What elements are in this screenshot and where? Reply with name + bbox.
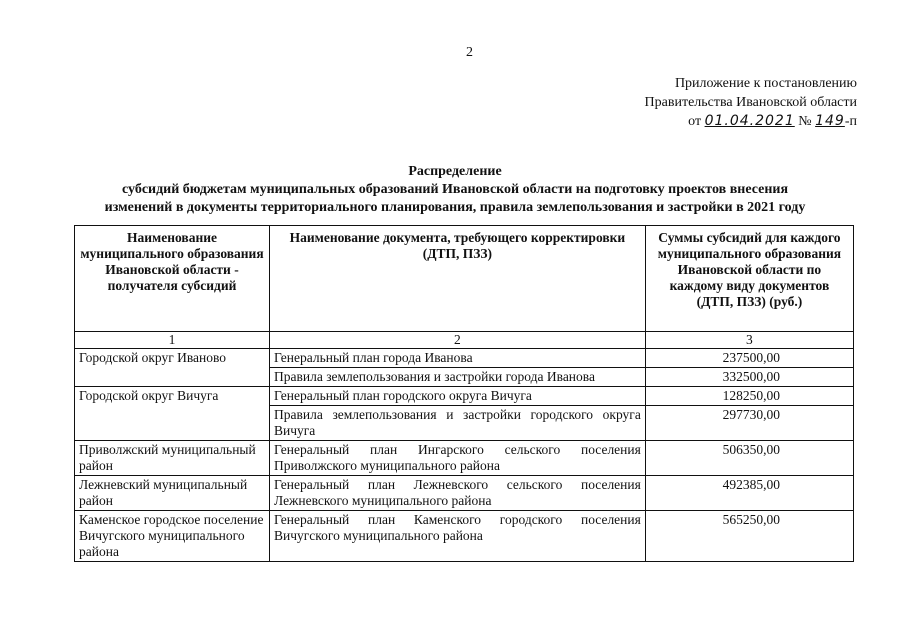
amount-cell: 332500,00 <box>645 368 853 387</box>
appendix-date-line <box>645 112 857 131</box>
amount-cell: 237500,00 <box>645 349 853 368</box>
amount-cell: 492385,00 <box>645 476 853 511</box>
column-number: 2 <box>270 332 646 349</box>
number-prefix: № <box>798 114 812 129</box>
document-cell: Генеральный план городского округа Вичуга <box>270 387 646 406</box>
table-row <box>75 476 854 511</box>
header-municipality: Наименование муниципального образования Ивановской области - получателя субсидий <box>75 226 270 332</box>
column-number-row <box>75 332 854 349</box>
column-number: 1 <box>75 332 270 349</box>
title-line-2: субсидий бюджетам муниципальных образований Ивановской области на подготовку проектов внесения <box>121 182 789 197</box>
header-document: Наименование документа, требующего корректировки (ДТП, ПЗЗ) <box>270 226 646 332</box>
municipality-cell: Лежневский муниципальный район <box>75 476 270 511</box>
document-title <box>60 163 850 217</box>
amount-cell: 506350,00 <box>645 441 853 476</box>
municipality-cell: Городской округ Иваново <box>75 349 270 387</box>
appendix-line-2: Правительства Ивановской области <box>644 95 857 110</box>
handwritten-number: 149 <box>815 113 845 129</box>
appendix-header <box>645 74 857 131</box>
document-cell: Генеральный план Каменского городского поселения Вичугского муниципального района <box>270 511 646 562</box>
header-amount: Суммы субсидий для каждого муниципального образования Ивановской области по каждому виду документов (ДТП, ПЗЗ) (руб.) <box>645 226 853 332</box>
table-header-row <box>75 226 854 332</box>
date-prefix: от <box>688 114 702 129</box>
amount-cell: 128250,00 <box>645 387 853 406</box>
document-cell: Правила землепользования и застройки города Иванова <box>270 368 646 387</box>
municipality-cell: Городской округ Вичуга <box>75 387 270 441</box>
title-line-1: Распределение <box>408 164 502 179</box>
amount-cell: 565250,00 <box>645 511 853 562</box>
title-line-3: изменений в документы территориального планирования, правила землепользования и застройки в 2021 году <box>104 200 806 215</box>
document-cell: Генеральный план города Иванова <box>270 349 646 368</box>
document-cell: Генеральный план Лежневского сельского поселения Лежневского муниципального района <box>270 476 646 511</box>
table-row <box>75 387 854 406</box>
handwritten-date: 01.04.2021 <box>704 113 795 129</box>
municipality-cell: Каменское городское поселение Вичугского муниципального района <box>75 511 270 562</box>
number-suffix: -п <box>844 114 857 129</box>
document-cell: Правила землепользования и застройки городского округа Вичуга <box>270 406 646 441</box>
municipality-cell: Приволжский муниципальный район <box>75 441 270 476</box>
subsidy-table <box>74 225 854 562</box>
table-row <box>75 511 854 562</box>
amount-cell: 297730,00 <box>645 406 853 441</box>
table-row <box>75 349 854 368</box>
appendix-line-1: Приложение к постановлению <box>674 76 857 91</box>
column-number: 3 <box>645 332 853 349</box>
page-number: 2 <box>466 45 473 60</box>
document-cell: Генеральный план Ингарского сельского поселения Приволжского муниципального района <box>270 441 646 476</box>
table-row <box>75 441 854 476</box>
